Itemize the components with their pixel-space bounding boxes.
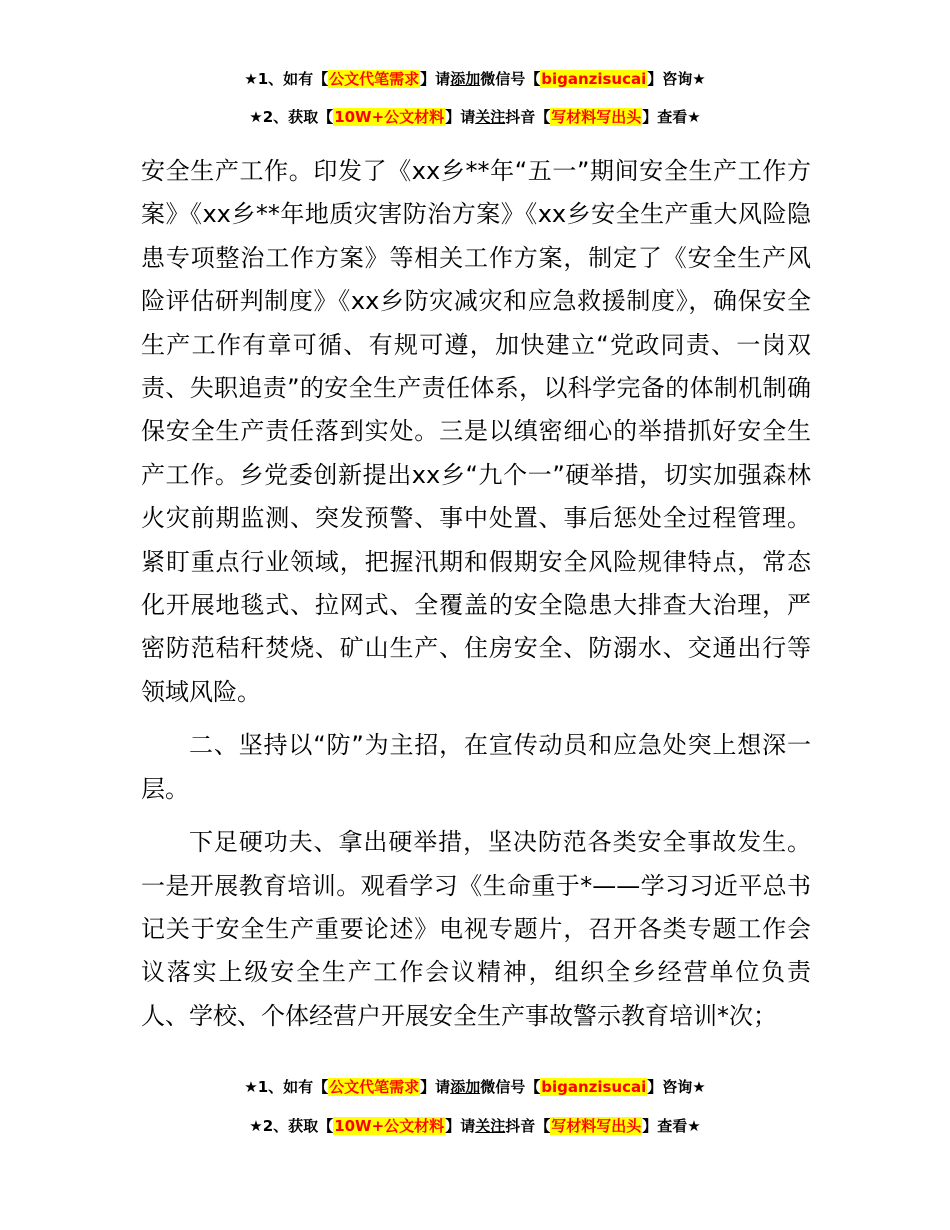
banner-text: 微信号【 [480, 1078, 541, 1096]
highlight-wechat-id: biganzisucai [541, 70, 647, 88]
underlined-follow: 关注 [475, 1117, 506, 1135]
section-heading-2: 二、坚持以“防”为主招，在宣传动员和应急处突上想深一层。 [141, 731, 811, 803]
underlined-follow: 关注 [475, 108, 506, 126]
banner-text: ★1、如有【 [244, 70, 329, 88]
header-banner-line-2 [0, 106, 950, 128]
banner-text: 】请 [445, 108, 476, 126]
highlight-ghostwriting-service: 公文代笔需求 [329, 70, 420, 88]
banner-text: 】咨询★ [647, 1078, 706, 1096]
body-paragraph-1: 安全生产工作。印发了《xx乡**年“五一”期间安全生产工作方案》《xx乡**年地质灾害防治方案》《xx乡安全生产重大风险隐患专项整治工作方案》等相关工作方案，制定了《安全生产风险评估研判制度》《xx乡防灾减灾和应急救援制度》，确保安全生产工作有章可循、有规可遵，加快建立“党政同责、一岗双责、失职追责”的安全生产责任体系，以科学完备的体制机制确保安全生产责任落到实处。三是以缜密细心的举措抓好安全生产工作。乡党委创新提出xx乡“九个一”硬举措，切实加强森林火灾前期监测、突发预警、事中处置、事后惩处全过程管理。紧盯重点行业领域，把握汛期和假期安全风险规律特点，常态化开展地毯式、拉网式、全覆盖的安全隐患大排查大治理，严密防范秸秆焚烧、矿山生产、住房安全、防溺水、交通出行等领域风险。 [141, 157, 811, 706]
highlight-wechat-id: biganzisucai [541, 1078, 647, 1096]
banner-text: 】请 [420, 70, 451, 88]
banner-text: 】咨询★ [647, 70, 706, 88]
highlight-materials: 10W+公文材料 [334, 108, 445, 126]
banner-text: 】请 [420, 1078, 451, 1096]
body-paragraph-3: 下足硬功夫、拿出硬举措，坚决防范各类安全事故发生。一是开展教育培训。观看学习《生命重于*——学习习近平总书记关于安全生产重要论述》电视专题片，召开各类专题工作会议落实上级安全生产工作会议精神，组织全乡经营单位负责人、学校、个体经营户开展安全生产事故警示教育培训*次； [141, 828, 811, 1030]
banner-text: ★1、如有【 [244, 1078, 329, 1096]
highlight-materials: 10W+公文材料 [334, 1117, 445, 1135]
banner-text: 抖音【 [505, 108, 551, 126]
underlined-add: 添加 [450, 70, 481, 88]
banner-text: 】查看★ [642, 1117, 701, 1135]
footer-banner-line-2 [0, 1115, 950, 1137]
footer-banner-line-1 [0, 1076, 950, 1098]
banner-text: 抖音【 [505, 1117, 551, 1135]
banner-text: ★2、获取【 [249, 108, 334, 126]
banner-text: 】查看★ [642, 108, 701, 126]
banner-text: 微信号【 [480, 70, 541, 88]
banner-text: 】请 [445, 1117, 476, 1135]
highlight-douyin-account: 写材料写出头 [551, 108, 642, 126]
banner-text: ★2、获取【 [249, 1117, 334, 1135]
highlight-douyin-account: 写材料写出头 [551, 1117, 642, 1135]
header-banner-line-1 [0, 68, 950, 90]
highlight-ghostwriting-service: 公文代笔需求 [329, 1078, 420, 1096]
document-body [141, 150, 811, 1038]
underlined-add: 添加 [450, 1078, 481, 1096]
